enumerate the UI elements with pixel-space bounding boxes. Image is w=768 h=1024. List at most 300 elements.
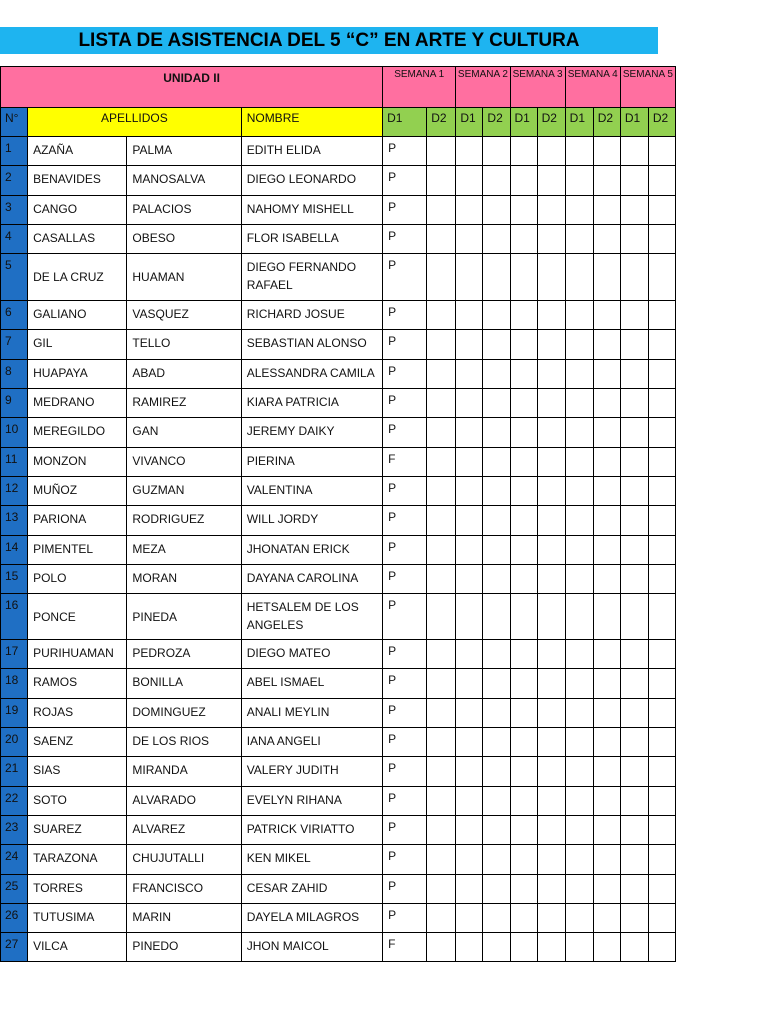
second-surname: DE LOS RIOS — [127, 728, 241, 757]
first-surname: CANGO — [28, 195, 127, 224]
student-name: DIEGO MATEO — [241, 640, 382, 669]
attendance-cell — [483, 933, 510, 962]
attendance-cell — [510, 476, 537, 505]
week-header: SEMANA 2 — [456, 67, 510, 108]
second-surname: VIVANCO — [127, 447, 241, 476]
column-header-row — [1, 108, 676, 137]
attendance-cell — [510, 933, 537, 962]
attendance-cell — [648, 669, 675, 698]
attendance-cell — [593, 845, 620, 874]
week-header: SEMANA 1 — [383, 67, 456, 108]
first-surname: MEDRANO — [28, 389, 127, 418]
attendance-cell — [456, 535, 483, 564]
attendance-cell — [537, 418, 565, 447]
row-number: 18 — [1, 669, 28, 698]
attendance-cell — [648, 786, 675, 815]
attendance-cell — [620, 447, 648, 476]
row-number: 11 — [1, 447, 28, 476]
attendance-cell — [565, 535, 593, 564]
attendance-week1-day1: P — [383, 224, 427, 253]
attendance-cell — [620, 594, 648, 640]
attendance-cell — [620, 698, 648, 727]
attendance-cell — [620, 874, 648, 903]
second-surname: CHUJUTALLI — [127, 845, 241, 874]
second-surname: FRANCISCO — [127, 874, 241, 903]
table-row — [1, 698, 676, 727]
attendance-cell — [648, 418, 675, 447]
attendance-cell — [537, 594, 565, 640]
attendance-cell — [593, 815, 620, 844]
attendance-cell — [565, 564, 593, 593]
attendance-cell — [593, 757, 620, 786]
attendance-week1-day1: P — [383, 786, 427, 815]
attendance-week1-day1: P — [383, 815, 427, 844]
attendance-week1-day1: P — [383, 359, 427, 388]
attendance-cell — [456, 728, 483, 757]
row-number: 13 — [1, 506, 28, 535]
attendance-cell — [510, 786, 537, 815]
week-header: SEMANA 3 — [510, 67, 565, 108]
table-row — [1, 137, 676, 166]
attendance-week1-day1: P — [383, 137, 427, 166]
attendance-cell — [456, 224, 483, 253]
attendance-cell — [565, 476, 593, 505]
attendance-cell — [620, 815, 648, 844]
attendance-cell — [427, 447, 456, 476]
attendance-cell — [565, 933, 593, 962]
attendance-cell — [483, 698, 510, 727]
attendance-cell — [456, 476, 483, 505]
student-name: DAYANA CAROLINA — [241, 564, 382, 593]
week-header: SEMANA 4 — [565, 67, 620, 108]
attendance-cell — [483, 874, 510, 903]
attendance-cell — [648, 874, 675, 903]
table-row — [1, 506, 676, 535]
first-surname: PARIONA — [28, 506, 127, 535]
attendance-cell — [427, 476, 456, 505]
attendance-cell — [456, 815, 483, 844]
attendance-cell — [456, 195, 483, 224]
second-surname: MIRANDA — [127, 757, 241, 786]
attendance-cell — [565, 224, 593, 253]
attendance-cell — [483, 640, 510, 669]
attendance-cell — [537, 330, 565, 359]
attendance-cell — [565, 903, 593, 932]
attendance-cell — [565, 845, 593, 874]
attendance-cell — [483, 389, 510, 418]
attendance-cell — [456, 447, 483, 476]
attendance-week1-day1: P — [383, 728, 427, 757]
week-header: SEMANA 5 — [620, 67, 675, 108]
second-surname: PALACIOS — [127, 195, 241, 224]
row-number: 5 — [1, 254, 28, 301]
attendance-cell — [483, 728, 510, 757]
attendance-cell — [648, 903, 675, 932]
student-name: WILL JORDY — [241, 506, 382, 535]
attendance-week1-day1: P — [383, 564, 427, 593]
row-number: 19 — [1, 698, 28, 727]
attendance-cell — [593, 933, 620, 962]
attendance-week1-day1: P — [383, 330, 427, 359]
attendance-cell — [427, 137, 456, 166]
attendance-cell — [648, 447, 675, 476]
attendance-cell — [537, 874, 565, 903]
second-surname: RODRIGUEZ — [127, 506, 241, 535]
table-row — [1, 254, 676, 301]
attendance-cell — [565, 166, 593, 195]
attendance-week1-day1: P — [383, 874, 427, 903]
student-name: PIERINA — [241, 447, 382, 476]
day1-header: D1 — [510, 108, 537, 137]
second-surname: RAMIREZ — [127, 389, 241, 418]
first-surname: MUÑOZ — [28, 476, 127, 505]
second-surname: MANOSALVA — [127, 166, 241, 195]
attendance-cell — [620, 535, 648, 564]
first-surname: GALIANO — [28, 301, 127, 330]
first-surname: MEREGILDO — [28, 418, 127, 447]
attendance-cell — [537, 640, 565, 669]
attendance-cell — [456, 874, 483, 903]
table-row — [1, 195, 676, 224]
attendance-cell — [483, 757, 510, 786]
attendance-cell — [565, 728, 593, 757]
second-surname: MORAN — [127, 564, 241, 593]
attendance-cell — [427, 874, 456, 903]
attendance-cell — [510, 845, 537, 874]
attendance-cell — [456, 903, 483, 932]
attendance-cell — [537, 389, 565, 418]
first-surname: SOTO — [28, 786, 127, 815]
second-surname: GAN — [127, 418, 241, 447]
attendance-cell — [593, 874, 620, 903]
student-name: DIEGO FERNANDO RAFAEL — [241, 254, 382, 301]
table-row — [1, 564, 676, 593]
table-row — [1, 476, 676, 505]
attendance-cell — [537, 757, 565, 786]
title-bar — [0, 27, 658, 54]
attendance-cell — [565, 640, 593, 669]
attendance-cell — [593, 564, 620, 593]
attendance-cell — [620, 786, 648, 815]
row-number: 21 — [1, 757, 28, 786]
attendance-cell — [427, 535, 456, 564]
attendance-cell — [537, 224, 565, 253]
attendance-cell — [427, 698, 456, 727]
student-name: DAYELA MILAGROS — [241, 903, 382, 932]
attendance-cell — [483, 447, 510, 476]
attendance-cell — [565, 506, 593, 535]
attendance-cell — [510, 698, 537, 727]
attendance-cell — [648, 359, 675, 388]
surnames-header: APELLIDOS — [28, 108, 242, 137]
attendance-cell — [456, 359, 483, 388]
attendance-cell — [537, 137, 565, 166]
row-number: 20 — [1, 728, 28, 757]
second-surname: GUZMAN — [127, 476, 241, 505]
attendance-cell — [427, 815, 456, 844]
row-number: 4 — [1, 224, 28, 253]
first-surname: POLO — [28, 564, 127, 593]
attendance-cell — [593, 137, 620, 166]
row-number: 10 — [1, 418, 28, 447]
attendance-cell — [620, 669, 648, 698]
second-surname: ALVAREZ — [127, 815, 241, 844]
number-header: N° — [1, 108, 28, 137]
attendance-cell — [427, 594, 456, 640]
attendance-cell — [620, 845, 648, 874]
first-surname: AZAÑA — [28, 137, 127, 166]
student-name: NAHOMY MISHELL — [241, 195, 382, 224]
attendance-cell — [427, 301, 456, 330]
attendance-cell — [483, 669, 510, 698]
first-surname: TARAZONA — [28, 845, 127, 874]
attendance-cell — [565, 330, 593, 359]
student-name: SEBASTIAN ALONSO — [241, 330, 382, 359]
attendance-cell — [456, 166, 483, 195]
attendance-cell — [593, 506, 620, 535]
attendance-cell — [510, 640, 537, 669]
attendance-cell — [510, 728, 537, 757]
attendance-cell — [510, 254, 537, 301]
attendance-cell — [427, 330, 456, 359]
attendance-week1-day1: P — [383, 476, 427, 505]
row-number: 7 — [1, 330, 28, 359]
attendance-cell — [427, 506, 456, 535]
attendance-cell — [427, 224, 456, 253]
attendance-week1-day1: P — [383, 640, 427, 669]
attendance-cell — [537, 359, 565, 388]
first-surname: PURIHUAMAN — [28, 640, 127, 669]
attendance-cell — [537, 535, 565, 564]
attendance-cell — [648, 728, 675, 757]
attendance-cell — [593, 594, 620, 640]
attendance-cell — [565, 786, 593, 815]
attendance-cell — [648, 933, 675, 962]
attendance-cell — [620, 564, 648, 593]
day2-header: D2 — [648, 108, 675, 137]
attendance-cell — [510, 359, 537, 388]
attendance-cell — [620, 254, 648, 301]
student-name: KEN MIKEL — [241, 845, 382, 874]
table-row — [1, 728, 676, 757]
attendance-cell — [456, 594, 483, 640]
attendance-cell — [483, 254, 510, 301]
attendance-cell — [593, 254, 620, 301]
attendance-cell — [537, 933, 565, 962]
attendance-cell — [620, 359, 648, 388]
table-row — [1, 845, 676, 874]
attendance-week1-day1: P — [383, 669, 427, 698]
attendance-cell — [427, 757, 456, 786]
table-row — [1, 874, 676, 903]
attendance-cell — [483, 506, 510, 535]
attendance-cell — [620, 224, 648, 253]
first-surname: PIMENTEL — [28, 535, 127, 564]
attendance-cell — [483, 224, 510, 253]
second-surname: PEDROZA — [127, 640, 241, 669]
attendance-cell — [537, 845, 565, 874]
first-surname: ROJAS — [28, 698, 127, 727]
attendance-cell — [427, 728, 456, 757]
attendance-cell — [427, 166, 456, 195]
attendance-cell — [648, 594, 675, 640]
row-number: 15 — [1, 564, 28, 593]
attendance-cell — [620, 903, 648, 932]
row-number: 26 — [1, 903, 28, 932]
attendance-cell — [648, 535, 675, 564]
attendance-cell — [456, 640, 483, 669]
attendance-cell — [648, 845, 675, 874]
table-row — [1, 535, 676, 564]
attendance-cell — [593, 447, 620, 476]
attendance-week1-day1: P — [383, 903, 427, 932]
student-name: FLOR ISABELLA — [241, 224, 382, 253]
second-surname: DOMINGUEZ — [127, 698, 241, 727]
attendance-week1-day1: P — [383, 389, 427, 418]
attendance-cell — [483, 815, 510, 844]
second-surname: VASQUEZ — [127, 301, 241, 330]
first-surname: PONCE — [28, 594, 127, 640]
second-surname: ABAD — [127, 359, 241, 388]
row-number: 6 — [1, 301, 28, 330]
attendance-cell — [537, 903, 565, 932]
attendance-cell — [537, 728, 565, 757]
attendance-cell — [510, 195, 537, 224]
student-name: HETSALEM DE LOS ANGELES — [241, 594, 382, 640]
attendance-cell — [593, 301, 620, 330]
attendance-week1-day1: P — [383, 594, 427, 640]
attendance-cell — [620, 728, 648, 757]
attendance-cell — [593, 903, 620, 932]
attendance-cell — [593, 476, 620, 505]
attendance-cell — [565, 815, 593, 844]
student-name: KIARA PATRICIA — [241, 389, 382, 418]
attendance-week1-day1: P — [383, 845, 427, 874]
student-name: ABEL ISMAEL — [241, 669, 382, 698]
attendance-cell — [620, 640, 648, 669]
row-number: 24 — [1, 845, 28, 874]
attendance-cell — [483, 535, 510, 564]
attendance-cell — [427, 933, 456, 962]
attendance-cell — [648, 389, 675, 418]
second-surname: TELLO — [127, 330, 241, 359]
student-name: JEREMY DAIKY — [241, 418, 382, 447]
attendance-cell — [456, 389, 483, 418]
first-surname: RAMOS — [28, 669, 127, 698]
day1-header: D1 — [383, 108, 427, 137]
attendance-cell — [565, 301, 593, 330]
attendance-cell — [648, 195, 675, 224]
student-name: ANALI MEYLIN — [241, 698, 382, 727]
attendance-cell — [456, 330, 483, 359]
attendance-week1-day1: F — [383, 447, 427, 476]
second-surname: OBESO — [127, 224, 241, 253]
attendance-cell — [593, 786, 620, 815]
row-number: 2 — [1, 166, 28, 195]
attendance-cell — [537, 476, 565, 505]
attendance-cell — [456, 845, 483, 874]
attendance-cell — [537, 166, 565, 195]
attendance-cell — [565, 195, 593, 224]
attendance-week1-day1: P — [383, 301, 427, 330]
row-number: 8 — [1, 359, 28, 388]
attendance-cell — [620, 418, 648, 447]
attendance-cell — [565, 669, 593, 698]
attendance-cell — [537, 698, 565, 727]
second-surname: PALMA — [127, 137, 241, 166]
attendance-cell — [456, 418, 483, 447]
row-number: 12 — [1, 476, 28, 505]
unit-label: UNIDAD II — [1, 67, 383, 108]
first-surname: SIAS — [28, 757, 127, 786]
first-surname: SAENZ — [28, 728, 127, 757]
second-surname: HUAMAN — [127, 254, 241, 301]
day1-header: D1 — [565, 108, 593, 137]
attendance-cell — [537, 669, 565, 698]
student-name: PATRICK VIRIATTO — [241, 815, 382, 844]
table-row — [1, 669, 676, 698]
attendance-cell — [510, 137, 537, 166]
table-row — [1, 389, 676, 418]
attendance-cell — [648, 564, 675, 593]
attendance-cell — [620, 137, 648, 166]
attendance-cell — [483, 845, 510, 874]
day2-header: D2 — [537, 108, 565, 137]
attendance-cell — [648, 137, 675, 166]
second-surname: MARIN — [127, 903, 241, 932]
attendance-cell — [510, 757, 537, 786]
attendance-cell — [648, 476, 675, 505]
day1-header: D1 — [456, 108, 483, 137]
attendance-week1-day1: P — [383, 698, 427, 727]
attendance-cell — [648, 254, 675, 301]
attendance-cell — [483, 476, 510, 505]
attendance-cell — [483, 594, 510, 640]
attendance-cell — [427, 564, 456, 593]
attendance-cell — [483, 359, 510, 388]
second-surname: PINEDO — [127, 933, 241, 962]
page-title: LISTA DE ASISTENCIA DEL 5 “C” EN ARTE Y CULTURA — [78, 30, 580, 51]
attendance-cell — [456, 698, 483, 727]
attendance-cell — [593, 330, 620, 359]
attendance-cell — [510, 669, 537, 698]
attendance-cell — [456, 506, 483, 535]
attendance-cell — [593, 195, 620, 224]
attendance-cell — [483, 786, 510, 815]
attendance-week1-day1: P — [383, 506, 427, 535]
attendance-week1-day1: P — [383, 757, 427, 786]
attendance-cell — [648, 224, 675, 253]
attendance-cell — [483, 166, 510, 195]
attendance-cell — [565, 874, 593, 903]
attendance-cell — [510, 815, 537, 844]
attendance-cell — [565, 137, 593, 166]
attendance-cell — [483, 301, 510, 330]
attendance-cell — [565, 594, 593, 640]
attendance-cell — [648, 640, 675, 669]
attendance-cell — [427, 254, 456, 301]
student-name: DIEGO LEONARDO — [241, 166, 382, 195]
day2-header: D2 — [427, 108, 456, 137]
attendance-cell — [483, 195, 510, 224]
attendance-cell — [537, 815, 565, 844]
attendance-cell — [427, 359, 456, 388]
student-name: ALESSANDRA CAMILA — [241, 359, 382, 388]
attendance-cell — [620, 195, 648, 224]
student-name: RICHARD JOSUE — [241, 301, 382, 330]
attendance-cell — [427, 845, 456, 874]
table-row — [1, 815, 676, 844]
